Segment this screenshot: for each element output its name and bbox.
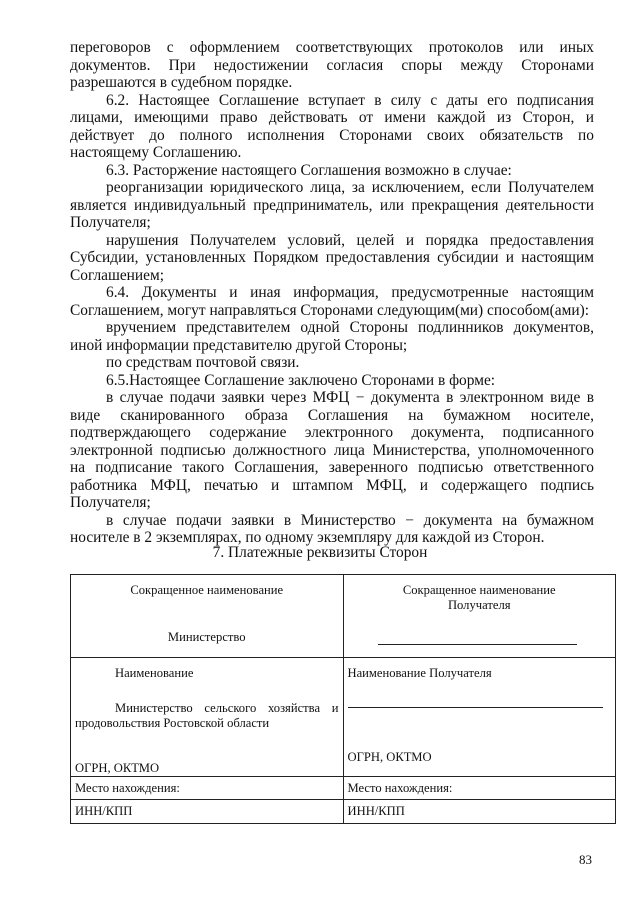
table-row [71, 777, 616, 800]
left-inn-cell: ИНН/КПП [71, 800, 344, 824]
paragraph: вручением представителем одной Стороны подлинников документов, иной информации представителю другой Стороны; [70, 319, 594, 354]
left-short-name-cell [71, 575, 344, 658]
page-number: 83 [579, 852, 592, 867]
left-name-value: Министерство сельского хозяйства и продовольствия Ростовской области [75, 701, 339, 730]
paragraph: нарушения Получателем условий, целей и порядка предоставления Субсидии, установленных Порядком предоставления субсидии и настоящим Соглашением; [70, 231, 594, 284]
paragraph: 6.3. Расторжение настоящего Соглашения возможно в случае: [106, 161, 512, 179]
body-text [70, 39, 594, 547]
paragraph: 6.2. Настоящее Соглашение вступает в силу с даты его подписания лицами, имеющими право действовать от имени каждой из Сторон, и действует до полного исполнения Сторонами своих обязательств по настоящему Соглашению. [70, 91, 594, 161]
right-short-name-line [378, 644, 578, 645]
paragraph: переговоров с оформлением соответствующих протоколов или иных документов. При недостижении согласия споры между Сторонами разрешаются в судебном порядке. [70, 39, 594, 91]
left-ogrn-label: ОГРН, ОКТМО [75, 761, 160, 775]
paragraph: 6.5.Настоящее Соглашение заключено Сторонами в форме: [106, 371, 496, 389]
right-name-label: Наименование Получателя [347, 666, 492, 680]
right-inn-cell: ИНН/КПП [343, 800, 616, 824]
right-name-line [348, 707, 604, 708]
left-location-cell: Место нахождения: [71, 777, 344, 800]
left-name-cell [71, 658, 344, 777]
paragraph: в случае подачи заявки в Министерство − документа на бумажном носителе в 2 экземплярах, по одному экземпляру для каждой из Сторон. [70, 511, 594, 546]
right-short-name-cell [343, 575, 616, 658]
table-row [71, 575, 616, 658]
right-ogrn-label: ОГРН, ОКТМО [347, 750, 432, 764]
table-row [71, 800, 616, 824]
paragraph: в случае подачи заявки через МФЦ − документа в электронном виде в виде сканированного образа Соглашения на бумажном носителе, подтверждающего содержание электронного документа, подписанного электронной подписью должностного лица Министерства, уполномоченного на подписание такого Соглашения, заверенного подписью ответственного работника МФЦ, печатью и штампом МФЦ, и содержащего подпись Получателя; [70, 389, 594, 511]
right-location-cell: Место нахождения: [343, 777, 616, 800]
paragraph: по средствам почтовой связи. [106, 354, 300, 371]
left-name-label: Наименование [115, 666, 194, 680]
paragraph: реорганизации юридического лица, за исключением, если Получателем является индивидуальный предприниматель, или прекращения деятельности Получателя; [70, 179, 594, 231]
right-short-name-label: Сокращенное наименование Получателя [402, 583, 556, 612]
left-short-name-label: Сокращенное наименование [130, 583, 284, 597]
table-row [71, 658, 616, 777]
paragraph: 6.4. Документы и иная информация, предусмотренные настоящим Соглашением, могут направляться Сторонами следующим(ми) способом(ами): [70, 284, 594, 319]
left-short-name-value: Министерство [167, 630, 246, 644]
right-name-cell [343, 658, 616, 777]
section-title: 7. Платежные реквизиты Сторон [212, 544, 428, 561]
requisites-table [70, 574, 616, 824]
